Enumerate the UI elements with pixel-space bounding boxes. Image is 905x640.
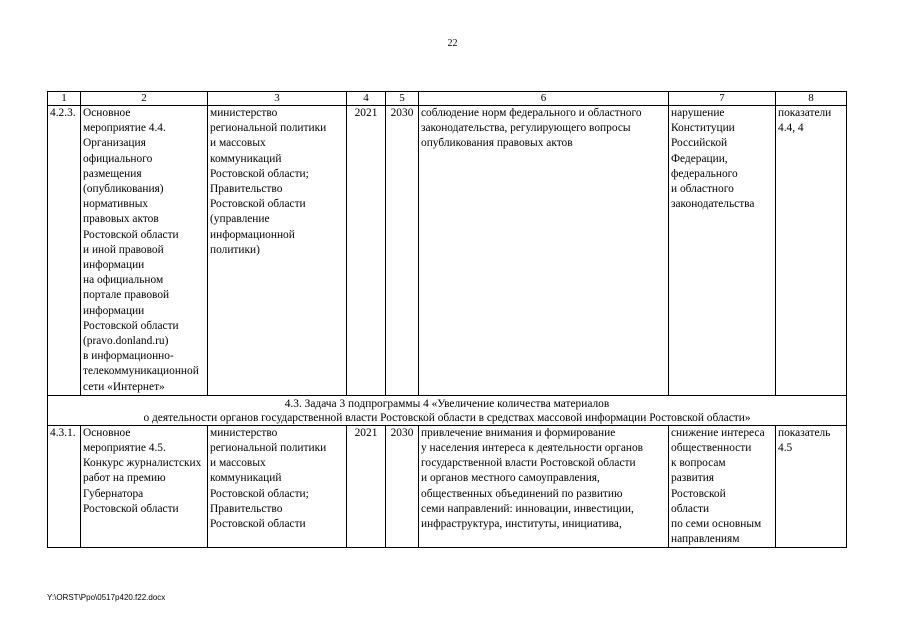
cell-text-line: мероприятие 4.5. (83, 442, 166, 455)
cell-text-line: Ростовской области; (210, 167, 309, 180)
end-year: 2030 (386, 425, 419, 548)
cell-text-line: к вопросам (671, 457, 726, 470)
cell-text-line: федерального (671, 167, 738, 180)
section-title-line: о деятельности органов государственной власти Ростовской области в средствах массовой информации Ростовской области» (143, 411, 751, 424)
section-title-line: 4.3. Задача 3 подпрограммы 4 «Увеличение количества материалов (284, 397, 610, 410)
cell-text-line: (управление (210, 213, 270, 226)
header-cell: 1 (48, 92, 81, 106)
cell-text-line: Ростовской области; (210, 487, 309, 500)
cell-text-line: официального (83, 152, 153, 165)
cell-text-line: информации (83, 259, 145, 272)
cell-text-line: развития (671, 472, 715, 485)
section-title (48, 395, 847, 425)
section-header-row (48, 395, 847, 425)
cell-text-line: Российской (671, 137, 728, 150)
cell-text-line: Организация (83, 137, 146, 150)
table-row (48, 425, 847, 548)
cell-text-line: коммуникаций (210, 472, 282, 485)
cell-text-line: работ на премию (83, 472, 166, 485)
cell-text-line: информации (83, 304, 145, 317)
cell-text-line: Губернатора (83, 487, 144, 500)
cell-text-line: Ростовской (671, 487, 726, 500)
cell-text-line: Основное (83, 107, 131, 119)
cell-text-line: Основное (83, 426, 131, 439)
file-path-footer: Y:\ORST\Ppo\0517p420.f22.docx (47, 593, 166, 602)
expected-result (419, 106, 669, 396)
cell-text-line: Ростовской области (83, 228, 179, 241)
program-table (47, 91, 847, 548)
cell-text-line: коммуникаций (210, 152, 282, 165)
cell-text-line: и массовых (210, 457, 266, 470)
cell-text-line: Правительство (210, 183, 283, 196)
cell-text-line: министерство (210, 107, 278, 119)
cell-text-line: снижение интереса (671, 426, 765, 439)
cell-text-line: нормативных (83, 198, 149, 211)
cell-text-line: министерство (210, 426, 278, 439)
cell-text-line: общественности (671, 442, 752, 455)
cell-text-line: 4.5 (778, 442, 793, 455)
cell-text-line: (pravo.donland.ru) (83, 335, 169, 348)
cell-text-line: и областного (671, 183, 734, 196)
cell-text-line: телекоммуникационной (83, 365, 199, 378)
cell-text-line: сети «Интернет» (83, 380, 165, 393)
cell-text-line: семи направлений: инновации, инвестиции, (421, 502, 634, 515)
executor (208, 106, 347, 396)
cell-text-line: политики) (210, 243, 260, 256)
cell-text-line: законодательства (671, 198, 755, 211)
header-row (48, 92, 847, 106)
cell-text-line: Ростовской области (83, 502, 179, 515)
cell-text-line: направлениям (671, 533, 740, 546)
cell-text-line: и массовых (210, 137, 266, 150)
indicator (776, 106, 847, 396)
cell-text-line: соблюдение норм федерального и областного (421, 107, 642, 119)
cell-text-line: в информационно- (83, 350, 174, 363)
header-cell: 8 (776, 92, 847, 106)
header-cell: 2 (81, 92, 208, 106)
cell-text-line: инфраструктура, институты, инициатива, (421, 518, 622, 531)
cell-text-line: опубликования правовых актов (421, 137, 573, 150)
cell-text-line: региональной политики (210, 122, 327, 135)
start-year: 2021 (347, 106, 386, 396)
expected-result (419, 425, 669, 548)
activity-name (81, 425, 208, 548)
header-cell: 4 (347, 92, 386, 106)
end-year: 2030 (386, 106, 419, 396)
cell-text-line: и иной правовой (83, 243, 164, 256)
cell-text-line: Ростовской области (210, 518, 306, 531)
row-number: 4.3.1. (48, 425, 81, 548)
cell-text-line: информационной (210, 228, 295, 241)
cell-text-line: нарушение (671, 107, 725, 119)
consequence (669, 425, 776, 548)
cell-text-line: региональной политики (210, 442, 327, 455)
cell-text-line: правовых актов (83, 213, 159, 226)
header-cell: 5 (386, 92, 419, 106)
cell-text-line: законодательства, регулирующего вопросы (421, 122, 631, 135)
start-year: 2021 (347, 425, 386, 548)
activity-name (81, 106, 208, 396)
page-number: 22 (447, 38, 458, 49)
executor (208, 425, 347, 548)
cell-text-line: привлечение внимания и формирование (421, 426, 616, 439)
cell-text-line: Ростовской области (210, 198, 306, 211)
cell-text-line: (опубликования) (83, 183, 164, 196)
consequence (669, 106, 776, 396)
indicator (776, 425, 847, 548)
cell-text-line: показатели (778, 107, 832, 119)
cell-text-line: 4.4, 4 (778, 122, 804, 135)
header-cell: 6 (419, 92, 669, 106)
cell-text-line: у населения интереса к деятельности органов (421, 442, 644, 455)
cell-text-line: государственной власти Ростовской области (421, 457, 636, 470)
cell-text-line: показатель (778, 426, 831, 439)
header-cell: 3 (208, 92, 347, 106)
cell-text-line: Ростовской области (83, 319, 179, 332)
cell-text-line: портале правовой (83, 289, 170, 302)
table-row (48, 106, 847, 396)
cell-text-line: по семи основным (671, 518, 762, 531)
cell-text-line: Конкурс журналистских (83, 457, 202, 470)
header-cell: 7 (669, 92, 776, 106)
cell-text-line: и органов местного самоуправления, (421, 472, 600, 485)
cell-text-line: Конституции (671, 122, 735, 135)
cell-text-line: мероприятие 4.4. (83, 122, 166, 135)
cell-text-line: области (671, 502, 710, 515)
row-number: 4.2.3. (48, 106, 81, 396)
cell-text-line: размещения (83, 167, 142, 180)
cell-text-line: Правительство (210, 502, 283, 515)
cell-text-line: Федерации, (671, 152, 728, 165)
cell-text-line: на официальном (83, 274, 164, 287)
cell-text-line: общественных объединений по развитию (421, 487, 623, 500)
